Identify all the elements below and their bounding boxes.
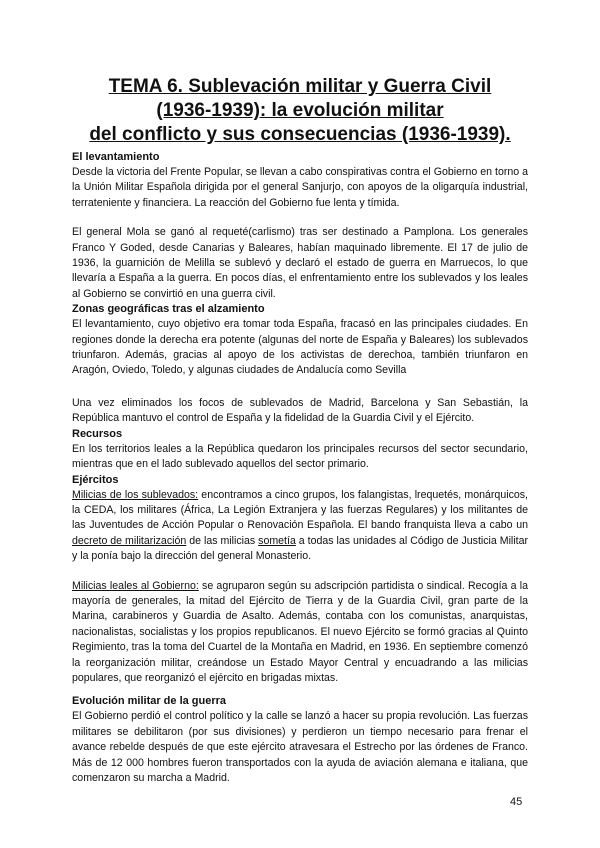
- paragraph: En los territorios leales a la República quedaron los principales recursos del sector secundario, mientras que en el lado sublevado aquellos del sector primario.: [72, 442, 528, 471]
- text-span: a todas las unidades al Código de Justicia Militar y la ponía bajo la dirección del general Monasterio.: [72, 534, 528, 563]
- title-line-1: TEMA 6. Sublevación militar y Guerra Civil: [108, 76, 492, 97]
- paragraph-leales: [72, 579, 528, 687]
- paragraph: El levantamiento, cuyo objetivo era tomar toda España, fracasó en las principales ciudades. En regiones donde la derecha era potente (algunas del norte de España y Baleares) los sublevados triunfaron. Además, gracias al apoyo de los activistas de derechoa, también triunfaron en Aragón, Oviedo, Toledo, y algunas ciudades de Andalucía como Sevilla: [72, 318, 528, 377]
- paragraph: El Gobierno perdió el control político y la calle se lanzó a hacer su propia revolución. Las fuerzas militares se debilitaron (por sus divisiones) y perdieron un tiempo necesario para frenar el avance rebelde después de que este ejército atravesara el Estrecho por las órdenes de Franco. Más de 12 000 hombres fueron transportados con la ayuda de aviación alemana e italiana, que comenzaron su marcha a Madrid.: [72, 710, 528, 784]
- underlined-term: decreto de militarización: [72, 534, 187, 547]
- label-leales: Milicias leales al Gobierno:: [72, 579, 199, 592]
- paragraph: Una vez eliminados los focos de sublevados de Madrid, Barcelona y San Sebastián, la República mantuvo el control de España y la fidelidad de la Guardia Civil y el Ejército.: [72, 396, 528, 425]
- text-span: de las milicias: [186, 534, 259, 547]
- underlined-term: sometía: [258, 534, 296, 547]
- title-line-2: (1936-1939): la evolución militar: [156, 100, 444, 121]
- paragraph: El general Mola se ganó al requeté(carlismo) tras ser destinado a Pamplona. Los generales Franco Y Goded, desde Canarias y Baleares, habían maquinado libremente. El 17 de julio de 1936, la guarnición de Melilla se sublevó y declaró el estado de guerra en Marruecos, lo que llevaría a España a la guerra. En pocos días, el enfrentamiento entre los sublevados y los leales al Gobierno se convirtió en una guerra civil.: [72, 226, 528, 300]
- heading-zonas: Zonas geográficas tras el alzamiento: [72, 303, 265, 316]
- page-number: 45: [510, 796, 523, 808]
- heading-recursos: Recursos: [72, 427, 123, 440]
- title-line-3: del conflicto y sus consecuencias (1936-1939).: [89, 124, 511, 145]
- label-sublevados: Milicias de los sublevados:: [72, 488, 199, 501]
- heading-evolucion: Evolución militar de la guerra: [72, 695, 227, 708]
- document-page: [72, 75, 528, 786]
- document-title: [72, 75, 528, 147]
- paragraph-sublevados: [72, 488, 528, 565]
- heading-ejercitos: Ejércitos: [72, 473, 119, 486]
- text-span: se agruparon según su adscripción partidista o sindical. Recogía a la mayoría de generales, la mitad del Ejército de Tierra y de la Guardia Civil, gran parte de la Marina, carabineros y Guardia de Asalto. Además, contaba con los comunistas, anarquistas, nacionalistas, socialistas y los propios republicanos. El nuevo Ejército se formó gracias al Quinto Regimiento, tras la toma del Cuartel de la Montaña en Madrid, en 1936. En septiembre comenzó la reorganización militar, creándose un Estado Mayor Central y encuadrando a las milicias populares, que reorganizó el ejército en brigadas mixtas.: [72, 579, 528, 684]
- text-span: encontramos a cinco grupos, los falangistas, lrequetés, monárquicos, la CEDA, los militares (África, La Legión Extranjera y las fuerzas Regulares) y los militantes de las Juventudes de Acción Popular o Renovación Española. El bando franquista lleva a cabo un: [72, 488, 528, 532]
- paragraph: Desde la victoria del Frente Popular, se llevan a cabo conspirativas contra el Gobierno en torno a la Unión Militar Española dirigida por el general Sanjurjo, con apoyos de la oligarquía industrial, terrateniente y financiera. La reacción del Gobierno fue lenta y tímida.: [72, 166, 528, 209]
- heading-levantamiento: El levantamiento: [72, 151, 160, 163]
